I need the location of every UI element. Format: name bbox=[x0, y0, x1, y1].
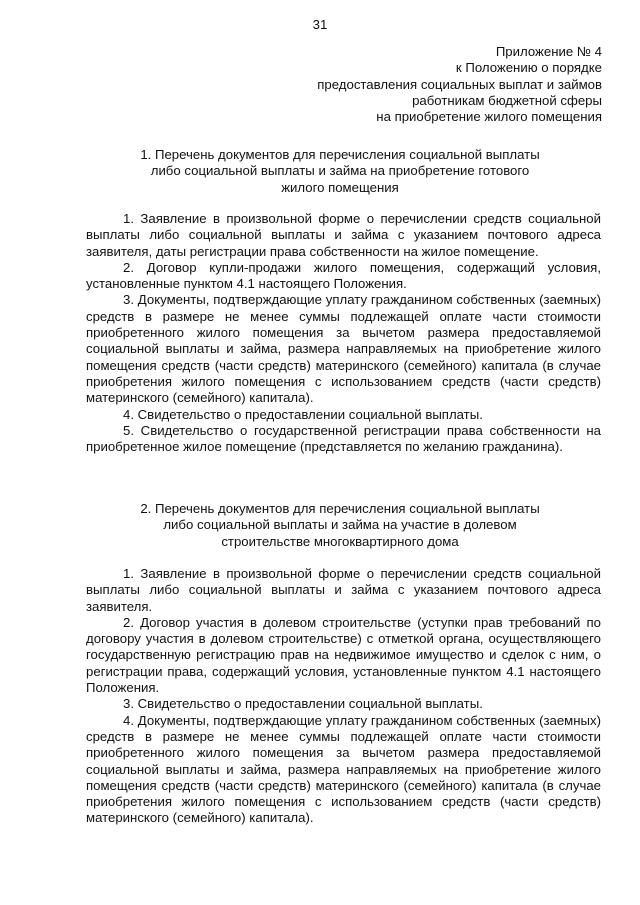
list-item: 2. Договор купли-продажи жилого помещения, содержащий условия, установленные пунктом 4.1 настоящего Положения. bbox=[86, 259, 601, 292]
section-title-line: либо социальной выплаты и займа на участие в долевом bbox=[163, 517, 517, 533]
section-title-line: 2. Перечень документов для перечисления социальной выплаты bbox=[140, 501, 540, 516]
section-title-line: жилого помещения bbox=[281, 179, 399, 195]
appendix-line: предоставления социальных выплат и займов bbox=[317, 76, 602, 92]
appendix-title: Приложение № 4 bbox=[495, 44, 602, 59]
list-item: 4. Свидетельство о предоставлении социальной выплаты. bbox=[123, 406, 483, 422]
page-number: 31 bbox=[312, 17, 328, 32]
list-item: 3. Свидетельство о предоставлении социальной выплаты. bbox=[123, 696, 483, 712]
list-item: 1. Заявление в произвольной форме о перечислении средств социальной выплаты либо социальной выплаты и займа с указанием почтового адреса заявителя. bbox=[86, 566, 601, 614]
list-item: 4. Документы, подтверждающие уплату гражданином собственных (заемных) средств в размере не менее суммы подлежащей оплате части стоимости приобретенного жилого помещения за вычетом размера предоставляемой социальной выплаты и займа, размера направляемых на приобретение жилого помещения средств (части средств) материнского (семейного) капитала (в случае приобретения жилого помещения с использованием средств (части средств) материнского (семейного) капитала). bbox=[86, 712, 601, 826]
section-1-document-list bbox=[86, 211, 601, 455]
list-item: 1. Заявление в произвольной форме о перечислении средств социальной выплаты либо социальной выплаты и займа с указанием почтового адреса заявителя, даты регистрации права собственности на жилое помещение. bbox=[86, 211, 601, 259]
appendix-header bbox=[182, 44, 602, 125]
section-2-title bbox=[100, 501, 580, 550]
section-title-line: либо социальной выплаты и займа на приобретение готового bbox=[150, 163, 530, 179]
appendix-line: на приобретение жилого помещения bbox=[376, 109, 602, 125]
section-title-line: 1. Перечень документов для перечисления социальной выплаты bbox=[140, 147, 540, 162]
list-item: 2. Договор участия в долевом строительстве (уступки прав требований по договору участия в долевом строительстве) с отметкой органа, осуществляющего государственную регистрацию прав на недвижимое имущество и сделок с ним, о регистрации права, содержащий условия, установленные пунктом 4.1 настоящего Положения. bbox=[86, 614, 601, 696]
appendix-line: работникам бюджетной сферы bbox=[412, 92, 602, 108]
appendix-line: к Положению о порядке bbox=[455, 60, 602, 76]
section-2-document-list bbox=[86, 566, 601, 827]
list-item: 3. Документы, подтверждающие уплату гражданином собственных (заемных) средств в размере не менее суммы подлежащей оплате части стоимости приобретенного жилого помещения за вычетом размера предоставляемой социальной выплаты и займа, размера направляемых на приобретение жилого помещения средств (части средств) материнского (семейного) капитала (в случае приобретения жилого помещения с использованием средств (части средств) материнского (семейного) капитала). bbox=[86, 292, 601, 406]
section-1-title bbox=[100, 147, 580, 196]
section-title-line: строительстве многоквартирного дома bbox=[221, 533, 459, 549]
list-item: 5. Свидетельство о государственной регистрации права собственности на приобретенное жилое помещение (представляется по желанию гражданина). bbox=[86, 422, 601, 455]
